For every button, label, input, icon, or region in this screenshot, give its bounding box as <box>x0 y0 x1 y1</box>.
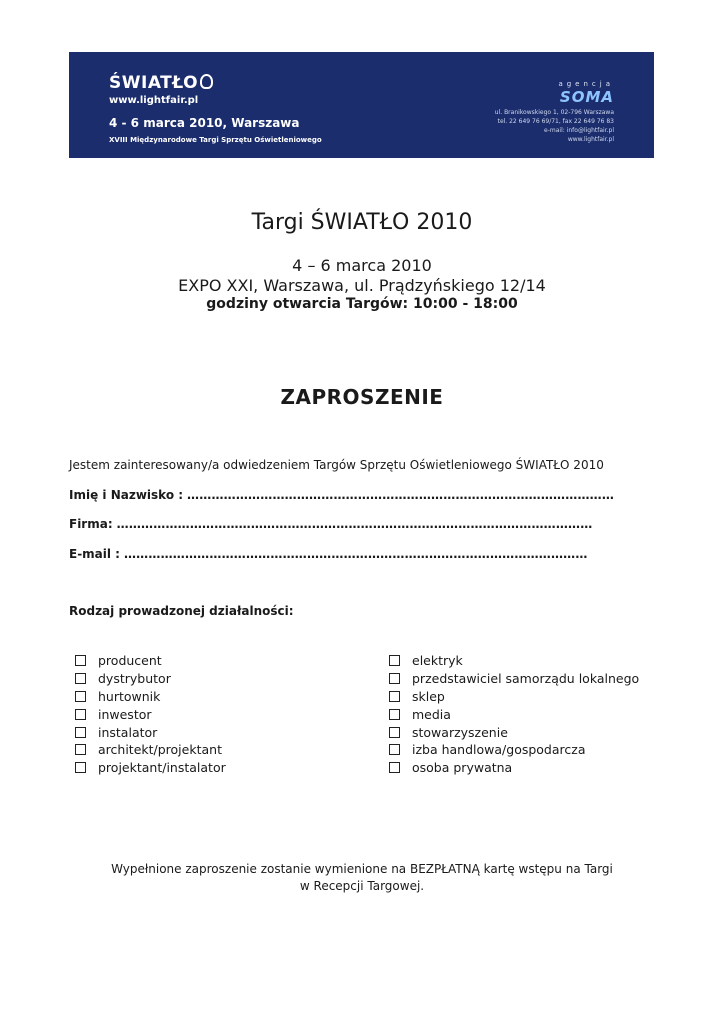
option-osoba-prywatna[interactable] <box>389 759 639 777</box>
checkbox[interactable] <box>389 762 400 773</box>
footer-line-2: w Recepcji Targowej. <box>299 879 425 893</box>
checkbox[interactable] <box>389 691 400 702</box>
option-architekt[interactable] <box>75 741 226 759</box>
checkbox[interactable] <box>75 744 86 755</box>
name-label: Imię i Nazwisko : <box>69 488 184 502</box>
checkbox[interactable] <box>75 691 86 702</box>
activity-title: Rodzaj prowadzonej działalności: <box>69 604 294 618</box>
agency-label: agencja <box>558 80 614 88</box>
checkbox[interactable] <box>389 709 400 720</box>
checkbox[interactable] <box>75 709 86 720</box>
option-label: przedstawiciel samorządu lokalnego <box>412 671 640 687</box>
option-label: stowarzyszenie <box>412 724 508 740</box>
intro-text: Jestem zainteresowany/a odwiedzeniem Targów Sprzętu Oświetleniowego ŚWIATŁO 2010 <box>69 458 604 472</box>
option-stowarzyszenie[interactable] <box>389 723 639 741</box>
option-label: osoba prywatna <box>412 760 513 776</box>
event-location: EXPO XXI, Warszawa, ul. Prądzyńskiego 12/14 <box>178 276 546 295</box>
contact-email: e-mail: info@lightfair.pl <box>544 127 614 134</box>
option-elektryk[interactable] <box>389 652 639 670</box>
option-label: inwestor <box>98 706 152 722</box>
checkbox[interactable] <box>75 762 86 773</box>
banner-dates: 4 - 6 marca 2010, Warszawa <box>109 116 300 130</box>
option-producent[interactable] <box>75 652 226 670</box>
option-inwestor[interactable] <box>75 705 226 723</box>
opening-hours: godziny otwarcia Targów: 10:00 - 18:00 <box>206 296 518 312</box>
option-instalator[interactable] <box>75 723 226 741</box>
checkbox[interactable] <box>75 673 86 684</box>
option-label: dystrybutor <box>98 671 171 687</box>
option-sklep[interactable] <box>389 688 639 706</box>
activity-options-right <box>389 652 639 777</box>
option-label: architekt/projektant <box>98 742 222 758</box>
header-banner <box>69 52 654 158</box>
option-label: producent <box>98 653 162 669</box>
email-label: E-mail : <box>69 547 120 561</box>
option-label: instalator <box>98 724 158 740</box>
contact-address: ul. Branikowskiego 1, 02-796 Warszawa <box>494 109 614 116</box>
option-label: media <box>412 706 451 722</box>
bulb-icon <box>200 74 213 89</box>
contact-phone: tel. 22 649 76 69/71, fax 22 649 76 83 <box>497 118 614 125</box>
contact-website: www.lightfair.pl <box>567 136 614 143</box>
option-label: hurtownik <box>98 688 161 704</box>
option-izba[interactable] <box>389 741 639 759</box>
option-label: sklep <box>412 688 445 704</box>
checkbox[interactable] <box>75 655 86 666</box>
event-dates: 4 – 6 marca 2010 <box>292 256 432 275</box>
company-label: Firma: <box>69 517 113 531</box>
option-media[interactable] <box>389 705 639 723</box>
option-samorzad[interactable] <box>389 670 639 688</box>
footer-line-1: Wypełnione zaproszenie zostanie wymienione na BEZPŁATNĄ kartę wstępu na Targi <box>111 862 613 876</box>
name-dotted-line[interactable]: …………………………………………………………………………………………… <box>187 488 615 502</box>
activity-options-left <box>75 652 226 777</box>
checkbox[interactable] <box>389 655 400 666</box>
option-label: projektant/instalator <box>98 760 226 776</box>
swiatlo-logo: ŚWIATŁO <box>109 74 213 92</box>
checkbox[interactable] <box>389 744 400 755</box>
banner-website: www.lightfair.pl <box>109 95 199 106</box>
banner-fair-name: XVIII Międzynarodowe Targi Sprzętu Oświetleniowego <box>109 136 322 144</box>
soma-logo: SOMA <box>559 88 614 106</box>
agency-contact <box>495 108 614 144</box>
footer-note <box>0 861 724 895</box>
name-field[interactable] <box>69 488 614 502</box>
checkbox[interactable] <box>75 727 86 738</box>
option-hurtownik[interactable] <box>75 688 226 706</box>
option-label: izba handlowa/gospodarcza <box>412 742 586 758</box>
option-dystrybutor[interactable] <box>75 670 226 688</box>
invitation-title: ZAPROSZENIE <box>280 385 444 409</box>
option-projektant[interactable] <box>75 759 226 777</box>
email-dotted-line[interactable]: …………………………………………………………………………………………………… <box>123 547 588 561</box>
option-label: elektryk <box>412 653 463 669</box>
email-field[interactable] <box>69 547 588 561</box>
company-field[interactable] <box>69 517 592 531</box>
page-title: Targi ŚWIATŁO 2010 <box>251 210 473 235</box>
checkbox[interactable] <box>389 673 400 684</box>
checkbox[interactable] <box>389 727 400 738</box>
company-dotted-line[interactable]: ……………………………………………………………………………………………………… <box>116 517 593 531</box>
